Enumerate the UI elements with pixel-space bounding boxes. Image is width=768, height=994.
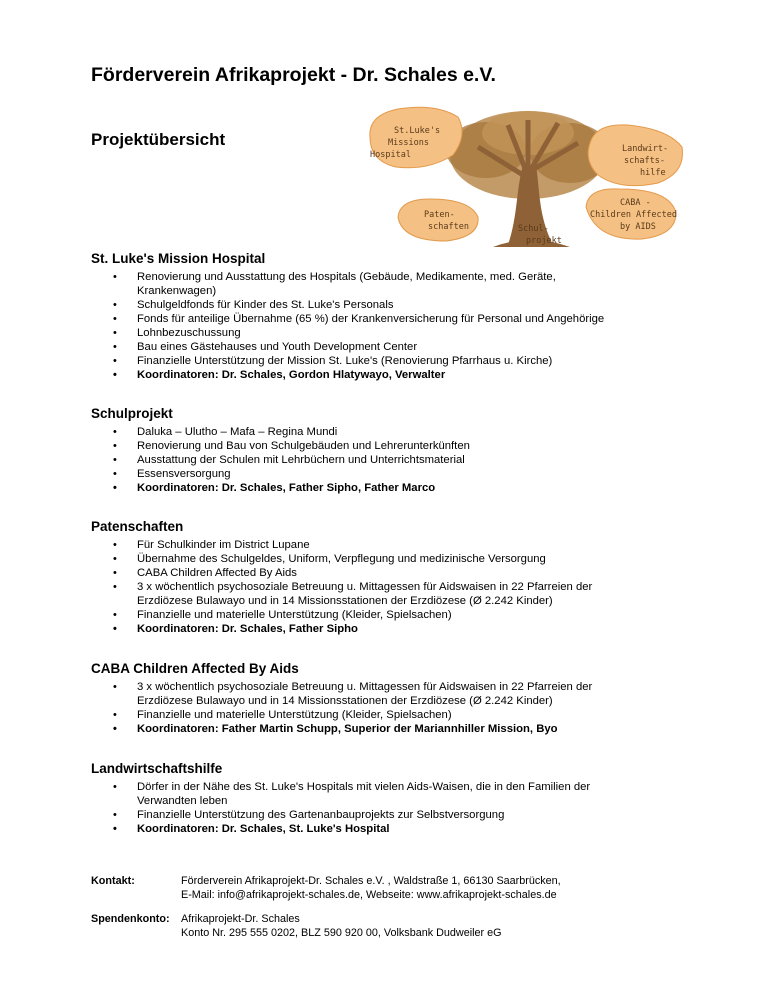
- coordinators-item: [91, 481, 691, 495]
- list-item-line: • Bau eines Gästehauses und Youth Development Center: [137, 341, 418, 353]
- list-item-line: • Koordinatoren: Dr. Schales, Father Sipho: [137, 623, 358, 635]
- contact-label: Kontakt:: [91, 875, 135, 887]
- bubble-school-line2: projekt: [526, 236, 562, 246]
- list-item-line: • Daluka – Ulutho – Mafa – Regina Mundi: [137, 426, 338, 438]
- section-heading: St. Luke's Mission Hospital: [91, 251, 266, 266]
- section-heading: Patenschaften: [91, 519, 184, 534]
- list-item-line: • Fonds für anteilige Übernahme (65 %) der Krankenversicherung für Personal und Angehörige: [137, 313, 605, 325]
- bubble-hospital-line3: Hospital: [370, 150, 411, 160]
- list-item-line: • Koordinatoren: Dr. Schales, Father Sipho, Father Marco: [137, 482, 436, 494]
- list-item: [91, 808, 691, 822]
- bubble-caba-line3: by AIDS: [620, 222, 656, 232]
- donation-label: Spendenkonto:: [91, 913, 170, 925]
- section-sponsorship: [91, 519, 691, 636]
- bullet-list: [91, 270, 691, 382]
- list-item: [91, 538, 691, 552]
- list-item-line: • Ausstattung der Schulen mit Lehrbüchern und Unterrichtsmaterial: [137, 454, 465, 466]
- bubble-caba: [586, 189, 682, 239]
- list-item-line: Erzdiözese Bulawayo und in 14 Missionsstationen der Erzdiözese (Ø 2.242 Kinder): [137, 695, 553, 707]
- list-item: [91, 580, 691, 608]
- list-item-line: • Koordinatoren: Dr. Schales, Gordon Hlatywayo, Verwalter: [137, 369, 446, 381]
- list-item: [91, 453, 691, 467]
- section-heading: Schulprojekt: [91, 406, 173, 421]
- list-item-line: • Schulgeldfonds für Kinder des St. Luke's Personals: [137, 299, 394, 311]
- list-item-line: • Finanzielle Unterstützung des Gartenanbauprojekts zur Selbstversorgung: [137, 809, 505, 821]
- list-item: [91, 566, 691, 580]
- list-item: [91, 680, 691, 708]
- bubble-farm-line3: hilfe: [640, 168, 666, 178]
- bubble-farm-line2: schafts-: [624, 156, 665, 166]
- list-item: [91, 298, 691, 312]
- list-item-line: • CABA Children Affected By Aids: [137, 567, 297, 579]
- bullet-list: [91, 538, 691, 636]
- coordinators-item: [91, 722, 691, 736]
- section-heading: Landwirtschaftshilfe: [91, 761, 223, 776]
- bubble-farm-line1: Landwirt-: [622, 144, 669, 154]
- list-item-line: • Koordinatoren: Father Martin Schupp, Superior der Mariannhiller Mission, Byo: [137, 723, 558, 735]
- bubble-caba-line2: Children Affected: [590, 210, 677, 220]
- list-item: [91, 552, 691, 566]
- bubble-sponsor-line1: Paten-: [424, 210, 455, 220]
- list-item-line: • Essensversorgung: [137, 468, 231, 480]
- bullet-list: [91, 680, 691, 736]
- page-subtitle: Projektübersicht: [91, 130, 226, 149]
- bubble-caba-line1: CABA -: [620, 198, 651, 208]
- list-item: [91, 608, 691, 622]
- list-item-line: • Renovierung und Bau von Schulgebäuden und Lehrerunterkünften: [137, 440, 470, 452]
- donation-account: Konto Nr. 295 555 0202, BLZ 590 920 00, Volksbank Dudweiler eG: [181, 927, 502, 939]
- coordinators-item: [91, 622, 691, 636]
- contact-web: E-Mail: info@afrikaprojekt-schales.de, Webseite: www.afrikaprojekt-schales.de: [181, 889, 557, 901]
- bubble-school-line1: Schul-: [518, 224, 549, 234]
- section-caba: [91, 661, 691, 736]
- section-agriculture: [91, 761, 691, 836]
- list-item: [91, 270, 691, 298]
- list-item-line: • Renovierung und Ausstattung des Hospitals (Gebäude, Medikamente, med. Geräte,: [137, 271, 556, 283]
- list-item: [91, 425, 691, 439]
- list-item-line: • Finanzielle und materielle Unterstützung (Kleider, Spielsachen): [137, 709, 452, 721]
- list-item-line: • Koordinatoren: Dr. Schales, St. Luke's Hospital: [137, 823, 390, 835]
- list-item: [91, 467, 691, 481]
- bullet-list: [91, 780, 691, 836]
- page-title: Förderverein Afrikaprojekt - Dr. Schales e.V.: [91, 64, 496, 86]
- list-item-line: • Lohnbezuschussung: [137, 327, 241, 339]
- section-heading: CABA Children Affected By Aids: [91, 661, 299, 676]
- bullet-list: [91, 425, 691, 495]
- list-item-line: • Finanzielle und materielle Unterstützung (Kleider, Spielsachen): [137, 609, 452, 621]
- list-item-line: Erzdiözese Bulawayo und in 14 Missionsstationen der Erzdiözese (Ø 2.242 Kinder): [137, 595, 553, 607]
- coordinators-item: [91, 822, 691, 836]
- bubble-sponsor: [398, 199, 478, 241]
- bubble-farm: [588, 125, 682, 186]
- donation-recipient: Afrikaprojekt-Dr. Schales: [181, 913, 300, 925]
- section-hospital: [91, 251, 691, 382]
- list-item-line: • 3 x wöchentlich psychosoziale Betreuung u. Mittagessen für Aidswaisen in 22 Pfarreien der: [137, 681, 593, 693]
- list-item: [91, 439, 691, 453]
- section-school: [91, 406, 691, 495]
- list-item: [91, 340, 691, 354]
- project-tree-graphic: [358, 95, 688, 255]
- bubble-hospital-line1: St.Luke's: [394, 126, 441, 136]
- coordinators-item: [91, 368, 691, 382]
- list-item: [91, 312, 691, 326]
- list-item-line: • Für Schulkinder im District Lupane: [137, 539, 310, 551]
- list-item-line: • Dörfer in der Nähe des St. Luke's Hospitals mit vielen Aids-Waisen, die in den Familien der: [137, 781, 591, 793]
- bubble-sponsor-line2: schaften: [428, 222, 469, 232]
- list-item: [91, 708, 691, 722]
- list-item-line: • Finanzielle Unterstützung der Mission St. Luke's (Renovierung Pfarrhaus u. Kirche): [137, 355, 553, 367]
- list-item: [91, 326, 691, 340]
- contact-address: Förderverein Afrikaprojekt-Dr. Schales e.V. , Waldstraße 1, 66130 Saarbrücken,: [181, 875, 561, 887]
- list-item-line: • Übernahme des Schulgeldes, Uniform, Verpflegung und medizinische Versorgung: [137, 553, 546, 565]
- list-item-line: Krankenwagen): [137, 285, 217, 297]
- bubble-hospital-line2: Missions: [388, 138, 429, 148]
- list-item-line: • 3 x wöchentlich psychosoziale Betreuung u. Mittagessen für Aidswaisen in 22 Pfarreien der: [137, 581, 593, 593]
- list-item: [91, 354, 691, 368]
- list-item-line: Verwandten leben: [137, 795, 228, 807]
- list-item: [91, 780, 691, 808]
